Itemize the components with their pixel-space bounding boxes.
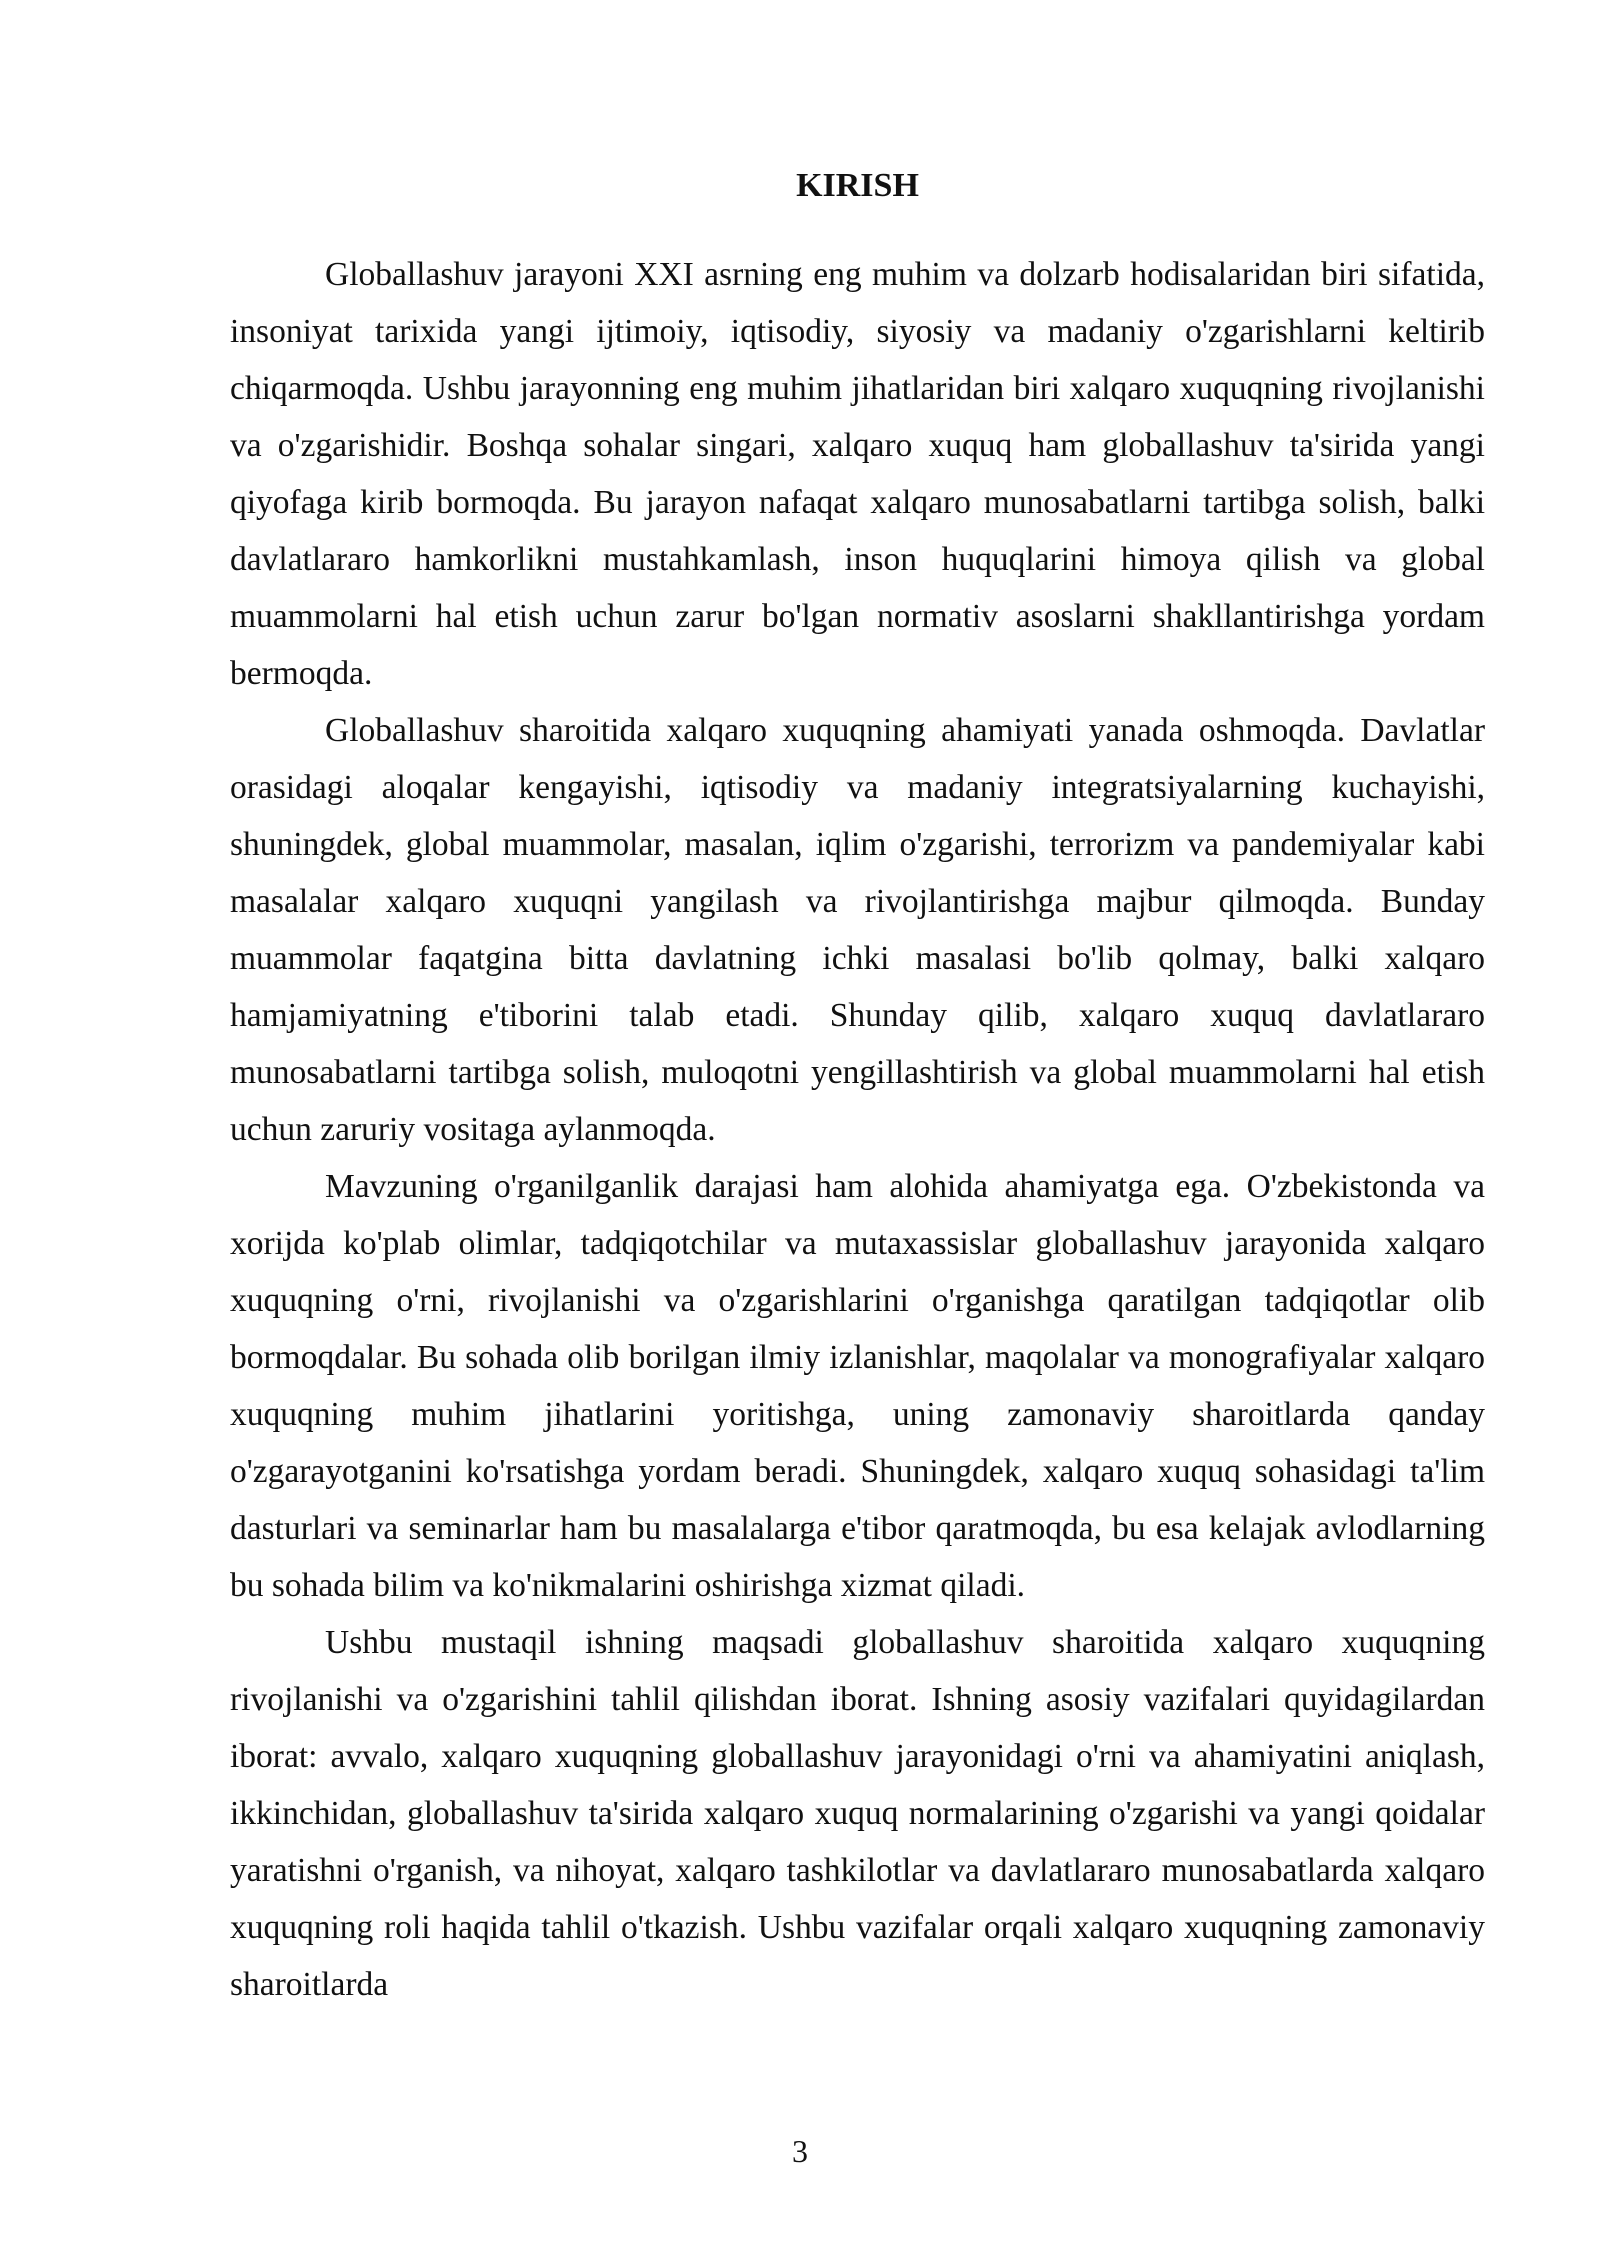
page-title: KIRISH [796, 167, 919, 204]
paragraph: Ushbu mustaqil ishning maqsadi globallashuv sharoitida xalqaro xuquqning rivojlanishi va o'zgarishini tahlil qilishdan iborat. Ishning asosiy vazifalari quyidagilardan iborat: avvalo, xalqaro xuquqning globallashuv jarayonidagi o'rni va ahamiyatini aniqlash, ikkinchidan, globallashuv ta'sirida xalqaro xuquq normalarining o'zgarishi va yangi qoidalar yaratishni o'rganish, va nihoyat, xalqaro tashkilotlar va davlatlararo munosabatlarda xalqaro xuquqning roli haqida tahlil o'tkazish. Ushbu vazifalar orqali xalqaro xuquqning zamonaviy sharoitlarda [230, 1624, 1485, 2003]
page-number: 3 [792, 2133, 808, 2169]
body-text [230, 246, 1485, 2013]
paragraph: Globallashuv sharoitida xalqaro xuquqning ahamiyati yanada oshmoqda. Davlatlar orasidagi aloqalar kengayishi, iqtisodiy va madaniy integratsiyalarning kuchayishi, shuningdek, global muammolar, masalan, iqlim o'zgarishi, terrorizm va pandemiyalar kabi masalalar xalqaro xuquqni yangilash va rivojlantirishga majbur qilmoqda. Bunday muammolar faqatgina bitta davlatning ichki masalasi bo'lib qolmay, balki xalqaro hamjamiyatning e'tiborini talab etadi. Shunday qilib, xalqaro xuquq davlatlararo munosabatlarni tartibga solish, muloqotni yengillashtirish va global muammolarni hal etish uchun zaruriy vositaga aylanmoqda. [230, 712, 1485, 1148]
paragraph: Mavzuning o'rganilganlik darajasi ham alohida ahamiyatga ega. O'zbekistonda va xorijda ko'plab olimlar, tadqiqotchilar va mutaxassislar globallashuv jarayonida xalqaro xuquqning o'rni, rivojlanishi va o'zgarishlarini o'rganishga qaratilgan tadqiqotlar olib bormoqdalar. Bu sohada olib borilgan ilmiy izlanishlar, maqolalar va monografiyalar xalqaro xuquqning muhim jihatlarini yoritishga, uning zamonaviy sharoitlarda qanday o'zgarayotganini ko'rsatishga yordam beradi. Shuningdek, xalqaro xuquq sohasidagi ta'lim dasturlari va seminarlar ham bu masalalarga e'tibor qaratmoqda, bu esa kelajak avlodlarning bu sohada bilim va ko'nikmalarini oshirishga xizmat qiladi. [230, 1168, 1485, 1604]
paragraph: Globallashuv jarayoni XXI asrning eng muhim va dolzarb hodisalaridan biri sifatida, insoniyat tarixida yangi ijtimoiy, iqtisodiy, siyosiy va madaniy o'zgarishlarni keltirib chiqarmoqda. Ushbu jarayonning eng muhim jihatlaridan biri xalqaro xuquqning rivojlanishi va o'zgarishidir. Boshqa sohalar singari, xalqaro xuquq ham globallashuv ta'sirida yangi qiyofaga kirib bormoqda. Bu jarayon nafaqat xalqaro munosabatlarni tartibga solish, balki davlatlararo hamkorlikni mustahkamlash, inson huquqlarini himoya qilish va global muammolarni hal etish uchun zarur bo'lgan normativ asoslarni shakllantirishga yordam bermoqda. [230, 256, 1485, 692]
